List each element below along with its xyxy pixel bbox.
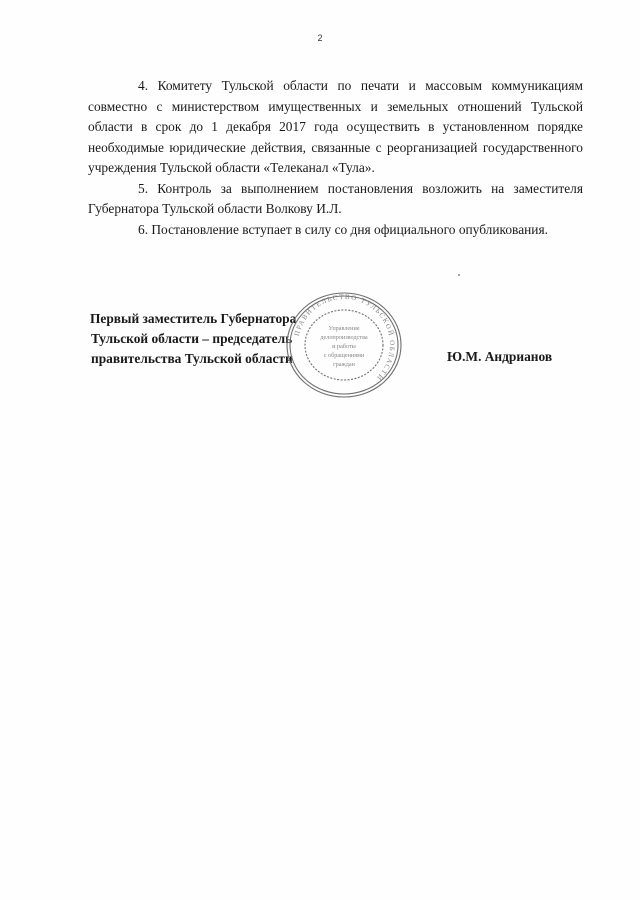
- signatory-title: [90, 309, 296, 369]
- stamp-outer-text: ПРАВИТЕЛЬСТВО ТУЛЬСКОЙ ОБЛАСТИ: [292, 292, 397, 383]
- stamp-inner-line: Управление: [328, 325, 360, 332]
- page-number: 2: [317, 33, 323, 43]
- signatory-name: Ю.М. Андрианов: [447, 349, 553, 364]
- signatory-title-line: Тульской области – председатель: [91, 331, 293, 346]
- signatory-title-line: Первый заместитель Губернатора: [90, 311, 297, 326]
- stamp-inner-line: с обращениями: [323, 352, 365, 359]
- paragraph-5: 5. Контроль за выполнением постановления возложить на заместителя Губернатора Тульской области Волкову И.Л.: [88, 180, 583, 216]
- stamp-inner-line: граждан: [333, 361, 355, 368]
- paragraph-4: 4. Комитету Тульской области по печати и массовым коммуникациям совместно с министерством имущественных и земельных отношений Тульской области в срок до 1 декабря 2017 года осуществить в установленном порядке необходимые юридические действия, связанные с реорганизацией государственного учреждения Тульской области «Телеканал «Тула».: [88, 78, 583, 175]
- paragraph-6: 6. Постановление вступает в силу со дня официального опубликования.: [138, 221, 548, 237]
- signatory-title-line: правительства Тульской области: [91, 351, 293, 366]
- body-text: [88, 76, 583, 240]
- stamp-inner-line: и работы: [332, 343, 356, 350]
- stamp-inner-line: делопроизводства: [320, 334, 368, 341]
- official-stamp: [282, 290, 406, 400]
- scan-speck: [458, 274, 460, 276]
